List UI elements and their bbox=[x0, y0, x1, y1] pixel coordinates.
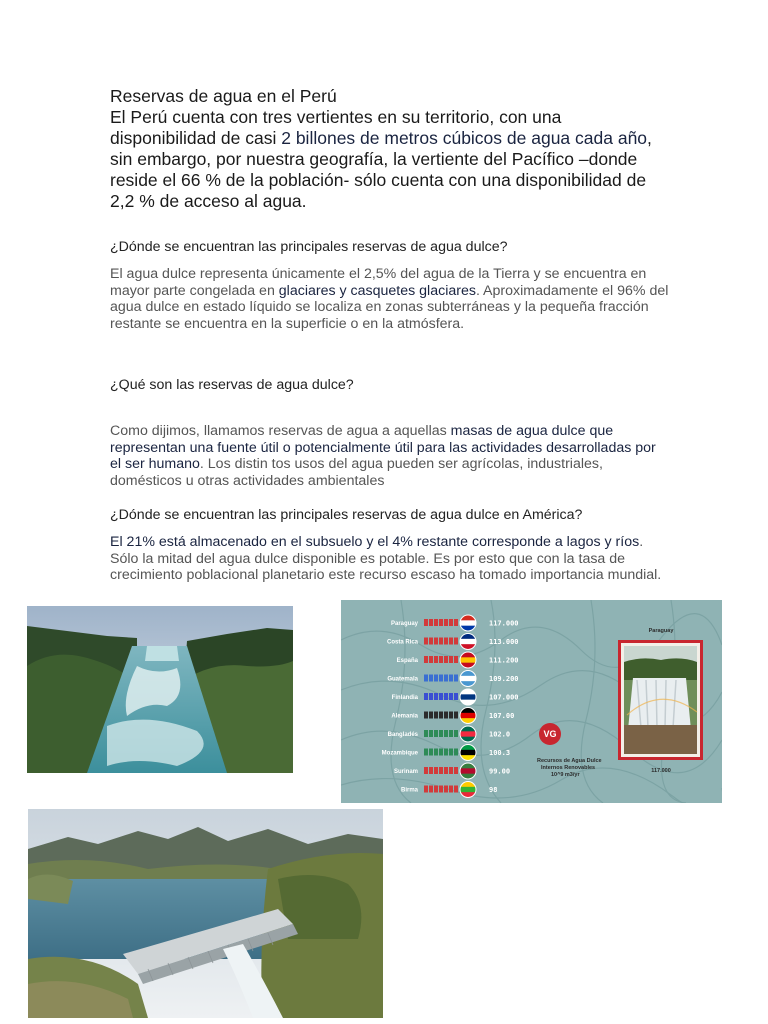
row-bar-cell bbox=[444, 619, 448, 626]
row-bar-cell bbox=[424, 786, 428, 793]
row-bar-cell bbox=[439, 656, 443, 663]
row-bar-cell bbox=[434, 656, 438, 663]
row-bar-cell bbox=[429, 749, 433, 756]
vg-logo-text: VG bbox=[543, 729, 557, 739]
row-country: Bangladés bbox=[387, 732, 418, 738]
flag-icon bbox=[460, 634, 476, 650]
row-bar-cell bbox=[439, 712, 443, 719]
row-bar-cell bbox=[429, 656, 433, 663]
row-bar-cell bbox=[444, 786, 448, 793]
row-bar-cell bbox=[424, 767, 428, 774]
intro-text-2: , sin embargo, por nuestra geografía, la vertiente del Pacífico –donde reside el 66 % de la población- sólo cuenta con una disponibilidad de 2,2 % de acceso al agua. bbox=[110, 128, 652, 211]
row-bar-cell bbox=[444, 675, 448, 682]
paragraph-2-text-2: . Los distin tos usos del agua pueden ser agrícolas, industriales, domésticos u otras actividades ambientales bbox=[110, 456, 603, 489]
row-value: 99.00 bbox=[489, 767, 511, 776]
row-bar-cell bbox=[454, 767, 458, 774]
row-bar-cell bbox=[439, 675, 443, 682]
row-bar-cell bbox=[449, 619, 453, 626]
row-bar-cell bbox=[454, 675, 458, 682]
row-bar-cell bbox=[429, 767, 433, 774]
row-bar-cell bbox=[449, 730, 453, 737]
intro-highlight: 2 billones de metros cúbicos de agua cada año bbox=[281, 128, 648, 148]
row-bar-cell bbox=[444, 749, 448, 756]
row-bar-cell bbox=[429, 675, 433, 682]
paragraph-3-link[interactable]: El 21% está almacenado en el subsuelo y el 4% restante corresponde a lagos y ríos bbox=[110, 534, 640, 550]
row-bar-cell bbox=[454, 638, 458, 645]
paragraph-2-link[interactable]: masas de agua dulce que representan una fuente útil o potencialmente útil para las actividades desarrolladas por el ser humano bbox=[110, 423, 656, 472]
row-bar-cell bbox=[424, 619, 428, 626]
paragraph-1-text-2: . Aproximadamente el 96% del agua dulce en estado líquido se localiza en zonas subterráneas y la pequeña fracción restante se encuentra en la superficie o en la atmósfera. bbox=[110, 282, 669, 332]
flag-icon bbox=[460, 671, 476, 687]
row-bar-cell bbox=[434, 638, 438, 645]
row-bar-cell bbox=[454, 749, 458, 756]
row-bar-cell bbox=[444, 656, 448, 663]
paragraph-1-text-1: El agua dulce representa únicamente el 2,5% del agua de la Tierra y se encuentra en mayor parte congelada en bbox=[110, 266, 647, 299]
row-bar-cell bbox=[449, 712, 453, 719]
row-bar-cell bbox=[434, 767, 438, 774]
row-bar-cell bbox=[434, 693, 438, 700]
paragraph-1-link[interactable]: glaciares y casquetes glaciares bbox=[278, 282, 476, 299]
row-bar-cell bbox=[444, 638, 448, 645]
row-bar-cell bbox=[444, 712, 448, 719]
row-bar-cell bbox=[434, 619, 438, 626]
row-bar-cell bbox=[444, 767, 448, 774]
row-bar-cell bbox=[449, 749, 453, 756]
row-country: Paraguay bbox=[390, 621, 418, 627]
paragraph-2 bbox=[110, 423, 670, 489]
row-bar-cell bbox=[449, 767, 453, 774]
panel-title: Paraguay bbox=[648, 628, 674, 634]
row-bar-cell bbox=[429, 730, 433, 737]
row-value: 98 bbox=[489, 786, 498, 794]
paragraph-3-text-2: . Sólo la mitad del agua dulce disponible es potable. Es por esto que con la tasa de crecimiento poblacional planetario este recurso escaso ha tomado importancia mundial. bbox=[110, 534, 662, 583]
row-country: Costa Rica bbox=[386, 639, 418, 646]
row-bar-cell bbox=[439, 619, 443, 626]
row-bar-cell bbox=[454, 730, 458, 737]
row-bar-cell bbox=[429, 712, 433, 719]
row-value: 100.3 bbox=[489, 749, 511, 757]
row-bar-cell bbox=[424, 730, 428, 737]
row-bar-cell bbox=[449, 693, 453, 700]
row-bar-cell bbox=[449, 638, 453, 645]
row-value: 117.000 bbox=[489, 619, 519, 628]
row-bar-cell bbox=[434, 730, 438, 737]
flag-icon bbox=[460, 782, 476, 798]
row-value: 113.000 bbox=[489, 638, 519, 646]
row-country: Guatemala bbox=[387, 676, 418, 683]
row-bar-cell bbox=[429, 619, 433, 626]
water-resources-infographic bbox=[341, 600, 722, 803]
infographic-canvas bbox=[341, 600, 722, 803]
page-title: Reservas de agua en el Perú bbox=[110, 86, 337, 106]
question-1: ¿Dónde se encuentran las principales reservas de agua dulce? bbox=[110, 239, 508, 255]
row-bar-cell bbox=[429, 693, 433, 700]
flag-icon bbox=[460, 763, 476, 779]
row-bar-cell bbox=[439, 786, 443, 793]
row-bar-cell bbox=[444, 730, 448, 737]
paragraph-1 bbox=[110, 266, 670, 332]
question-3: ¿Dónde se encuentran las principales reservas de agua dulce en América? bbox=[110, 507, 583, 523]
row-bar-cell bbox=[429, 638, 433, 645]
row-bar-cell bbox=[454, 712, 458, 719]
row-country: España bbox=[396, 658, 418, 664]
row-bar-cell bbox=[439, 693, 443, 700]
row-bar-cell bbox=[454, 619, 458, 626]
row-bar-cell bbox=[434, 749, 438, 756]
row-bar-cell bbox=[424, 675, 428, 682]
row-country: Mozambique bbox=[381, 750, 418, 757]
row-bar-cell bbox=[454, 786, 458, 793]
waterfall-photo bbox=[624, 646, 697, 754]
title-block bbox=[110, 86, 670, 212]
intro-text-1: El Perú cuenta con tres vertientes en su territorio, con una disponibilidad de casi bbox=[110, 107, 562, 148]
row-value: 109.200 bbox=[489, 675, 519, 683]
flag-icon bbox=[460, 745, 476, 761]
row-bar-cell bbox=[429, 786, 433, 793]
flag-icon bbox=[460, 615, 476, 631]
row-bar-cell bbox=[424, 749, 428, 756]
row-country: Finlandia bbox=[391, 695, 418, 701]
row-bar-cell bbox=[444, 693, 448, 700]
row-bar-cell bbox=[449, 656, 453, 663]
row-bar-cell bbox=[424, 656, 428, 663]
question-2: ¿Qué son las reservas de agua dulce? bbox=[110, 377, 354, 393]
row-bar-cell bbox=[449, 675, 453, 682]
infographic-caption: Recursos de Agua Dulce Internos Renovables 10^9 m3/yr bbox=[537, 758, 602, 778]
row-bar-cell bbox=[454, 693, 458, 700]
intro-paragraph bbox=[110, 107, 670, 212]
row-bar-cell bbox=[424, 638, 428, 645]
row-value: 111.200 bbox=[489, 656, 519, 665]
row-country: Surinam bbox=[393, 769, 418, 775]
flag-icon bbox=[460, 652, 476, 668]
row-country: Alemania bbox=[391, 713, 418, 720]
row-bar-cell bbox=[439, 767, 443, 774]
row-value: 107.00 bbox=[489, 712, 515, 720]
paragraph-3 bbox=[110, 534, 670, 584]
reservoir-dam-photo bbox=[28, 809, 383, 1018]
row-value: 102.0 bbox=[489, 730, 511, 739]
row-bar-cell bbox=[434, 786, 438, 793]
flag-icon bbox=[460, 689, 476, 705]
row-bar-cell bbox=[434, 712, 438, 719]
panel-value: 117.000 bbox=[651, 768, 671, 774]
row-bar-cell bbox=[439, 730, 443, 737]
row-country: Birma bbox=[400, 787, 418, 794]
row-bar-cell bbox=[449, 786, 453, 793]
row-bar-cell bbox=[439, 749, 443, 756]
row-bar-cell bbox=[434, 675, 438, 682]
row-bar-cell bbox=[424, 712, 428, 719]
row-bar-cell bbox=[439, 638, 443, 645]
row-bar-cell bbox=[424, 693, 428, 700]
flag-icon bbox=[460, 726, 476, 742]
paragraph-2-text-1: Como dijimos, llamamos reservas de agua a aquellas bbox=[110, 423, 451, 439]
row-bar-cell bbox=[454, 656, 458, 663]
flag-icon bbox=[460, 708, 476, 724]
river-photo bbox=[27, 606, 293, 773]
row-value: 107.000 bbox=[489, 693, 519, 702]
